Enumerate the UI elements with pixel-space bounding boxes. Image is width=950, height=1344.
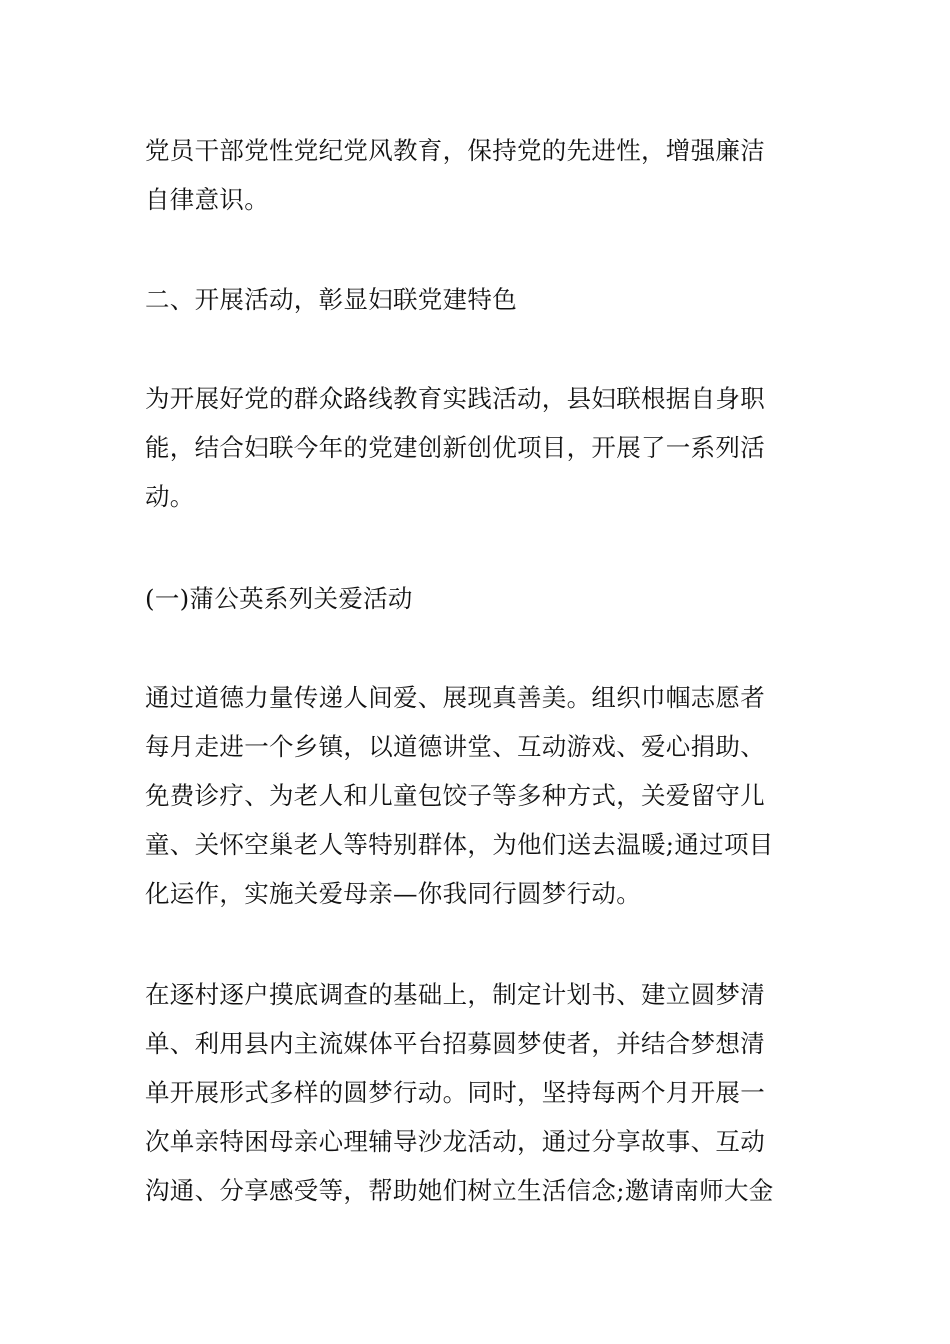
text-line: 单、利用县内主流媒体平台招募圆梦使者，并结合梦想清 [145, 1029, 765, 1058]
paragraph-activities-intro [145, 374, 810, 521]
text-line: 自律意识。 [145, 185, 269, 214]
text-line: 沟通、分享感受等，帮助她们树立生活信念;邀请南师大金 [145, 1176, 774, 1205]
text-line: 童、关怀空巢老人等特别群体，为他们送去温暖;通过项目 [145, 830, 774, 859]
text-line: 通过道德力量传递人间爱、展现真善美。组织巾帼志愿者 [145, 683, 765, 712]
subsection-heading-dandelion [145, 574, 810, 623]
text-line: 单开展形式多样的圆梦行动。同时，坚持每两个月开展一 [145, 1078, 765, 1107]
text-line: 在逐村逐户摸底调查的基础上，制定计划书、建立圆梦清 [145, 980, 765, 1009]
text-line: 为开展好党的群众路线教育实践活动，县妇联根据自身职 [145, 384, 765, 413]
text-line: 每月走进一个乡镇，以道德讲堂、互动游戏、爱心捐助、 [145, 732, 765, 761]
text-line: 党员干部党性党纪党风教育，保持党的先进性，增强廉洁 [145, 136, 765, 165]
paragraph-party-education [145, 126, 810, 224]
text-line: 次单亲特困母亲心理辅导沙龙活动，通过分享故事、互动 [145, 1127, 765, 1156]
heading-text: 二、开展活动，彰显妇联党建特色 [145, 285, 517, 314]
paragraph-volunteer-care [145, 673, 810, 918]
paragraph-dream-action [145, 970, 810, 1215]
text-line: 能，结合妇联今年的党建创新创优项目，开展了一系列活 [145, 433, 765, 462]
text-line: 免费诊疗、为老人和儿童包饺子等多种方式，关爱留守儿 [145, 781, 765, 810]
heading-text: (一)蒲公英系列关爱活动 [145, 584, 413, 613]
section-heading-two [145, 275, 810, 324]
text-line: 化运作，实施关爱母亲—你我同行圆梦行动。 [145, 879, 641, 908]
text-line: 动。 [145, 482, 195, 511]
